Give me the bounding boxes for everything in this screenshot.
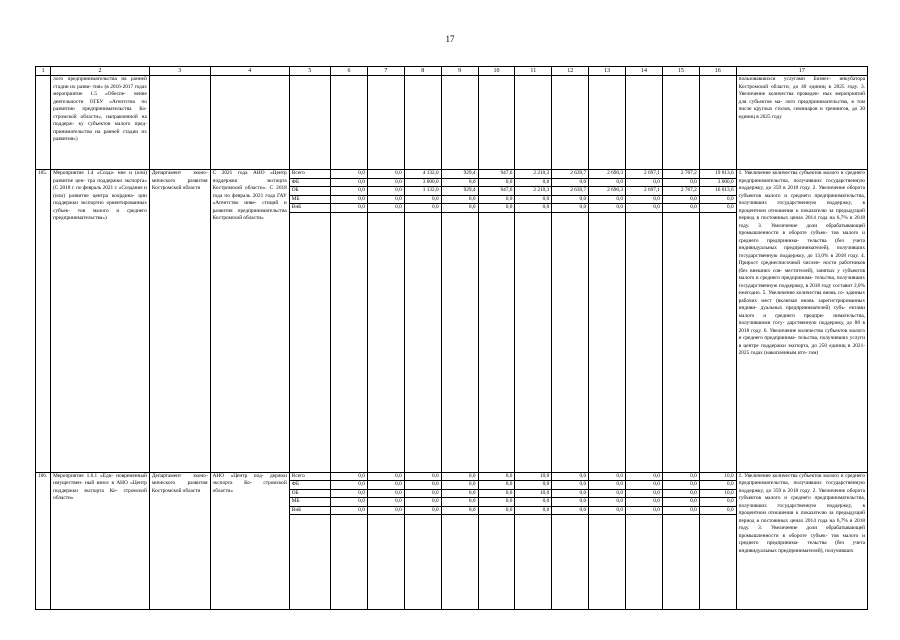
partner-cell: АНО «Центр под- держки экспорта Ко- стромской области» bbox=[210, 472, 289, 610]
funding-value-cell: 0,0 bbox=[441, 506, 478, 515]
funding-value-cell: 0,0 bbox=[515, 195, 552, 204]
funding-value-cell: 0,0 bbox=[367, 170, 404, 179]
measure-name-cell: Мероприятие 1.4 «Созда- ние и (или) развитие цен- тра поддержки экспорта» (С 2018 г. по февраль 2021 г. «Создание и (или) развитие центра координа- ции поддержки экспортно ориентированных субъек- тов малого и среднего предпринимательства») bbox=[51, 170, 150, 473]
cont-results-cell: пользовавшихся услугами Бизнес- инкубатора Костромской области, до 40 единиц в 2025 году. 3. Увеличение количества проведен- ных мероприятий для субъектов ма- лого предпринимательства, в том числе круглых столов, семинаров и тренингов, до 30 единиц в 2025 году bbox=[736, 76, 867, 170]
column-number-row bbox=[36, 67, 868, 76]
funding-value-cell: 0,0 bbox=[367, 498, 404, 507]
funding-value-cell: 0,0 bbox=[552, 481, 589, 490]
funding-value-cell: 0,0 bbox=[441, 481, 478, 490]
funding-value-cell: 0,0 bbox=[662, 506, 699, 515]
funding-value-cell: 0,0 bbox=[404, 481, 441, 490]
funding-value-cell: 0,0 bbox=[699, 498, 736, 507]
funding-value-cell: 0,0 bbox=[589, 204, 626, 213]
funding-value-cell: 2 210,3 bbox=[515, 170, 552, 179]
funding-value-cell: 0,0 bbox=[515, 481, 552, 490]
row-number-cell: 105. bbox=[36, 170, 51, 473]
funding-value-cell: 947,6 bbox=[478, 170, 515, 179]
funding-value-cell: 0,0 bbox=[589, 472, 626, 481]
funding-value-cell: 0,0 bbox=[626, 489, 663, 498]
funding-value-cell: 0,0 bbox=[626, 195, 663, 204]
funding-value-cell: 16 013,6 bbox=[699, 187, 736, 196]
funding-source-label: ОБ bbox=[289, 489, 330, 498]
funding-value-cell: 0,0 bbox=[478, 195, 515, 204]
funding-value-cell: 0,0 bbox=[589, 506, 626, 515]
funding-value-cell: 0,0 bbox=[699, 204, 736, 213]
funding-value-cell: 0,0 bbox=[367, 204, 404, 213]
funding-value-cell: 0,0 bbox=[331, 489, 368, 498]
funding-value-cell: 0,0 bbox=[367, 178, 404, 187]
funding-value-cell: 0,0 bbox=[515, 204, 552, 213]
funding-source-label: ФБ bbox=[289, 178, 330, 187]
funding-value-cell: 10,0 bbox=[515, 472, 552, 481]
funding-value-cell: 0,0 bbox=[626, 498, 663, 507]
funding-value-cell: 0,0 bbox=[367, 489, 404, 498]
funding-value-cell: 0,0 bbox=[367, 195, 404, 204]
funding-value-cell: 0,0 bbox=[441, 498, 478, 507]
cont-no-cell bbox=[36, 76, 51, 170]
funding-value-cell: 0,0 bbox=[441, 489, 478, 498]
cont-measure-cell: лого предпринимательства на ранней стадии их разви- тия» (в 2016-2017 годах мероприятие 1.5 «Обеспе- чение деятельности ОГБУ «Агентство по развитию предпринимательства Ко- стромской области», направленной на поддерж- ку субъектов малого пред- принимательства на ранней стадии их развития») bbox=[51, 76, 150, 170]
executor-cell: Департамент эконо- мического развития Костромской области bbox=[149, 472, 210, 610]
funding-value-cell: 0,0 bbox=[589, 498, 626, 507]
column-number-cell: 5 bbox=[289, 67, 330, 76]
funding-value-cell: 0,0 bbox=[626, 481, 663, 490]
funding-value-cell: 0,0 bbox=[404, 506, 441, 515]
partner-cell: С 2021 года АНО «Центр поддержки экспорта Костромской области». С 2018 года по февраль 2021 года ГАУ «Агентство инве- стиций и развития предпринимательства Костромской области» bbox=[210, 170, 289, 473]
funding-source-label: ФБ bbox=[289, 481, 330, 490]
funding-value-cell: 0,0 bbox=[441, 472, 478, 481]
funding-value-cell: 0,0 bbox=[699, 195, 736, 204]
funding-value-cell: 2 767,2 bbox=[662, 170, 699, 179]
column-number-cell: 16 bbox=[699, 67, 736, 76]
funding-value-cell: 0,0 bbox=[367, 187, 404, 196]
funding-value-cell: 2 690,3 bbox=[589, 170, 626, 179]
funding-value-cell: 0,0 bbox=[662, 178, 699, 187]
page-number: 17 bbox=[445, 34, 455, 44]
funding-value-cell: 929,4 bbox=[441, 187, 478, 196]
column-number-cell: 13 bbox=[589, 67, 626, 76]
funding-value-cell: 0,0 bbox=[662, 204, 699, 213]
funding-value-cell: 0,0 bbox=[478, 178, 515, 187]
funding-value-cell: 0,0 bbox=[515, 498, 552, 507]
funding-value-cell: 0,0 bbox=[626, 204, 663, 213]
column-number-cell: 15 bbox=[662, 67, 699, 76]
funding-value-cell: 0,0 bbox=[552, 472, 589, 481]
funding-value-cell: 0,0 bbox=[626, 178, 663, 187]
funding-value-cell: 0,0 bbox=[552, 178, 589, 187]
column-number-cell: 6 bbox=[331, 67, 368, 76]
funding-value-cell: 4 132,0 bbox=[404, 170, 441, 179]
funding-value-cell: 0,0 bbox=[552, 204, 589, 213]
funding-value-cell: 0,0 bbox=[552, 489, 589, 498]
column-number-cell: 11 bbox=[515, 67, 552, 76]
funding-value-cell: 0,0 bbox=[626, 472, 663, 481]
expected-results-cell: 1. Увеличение количества субъектов малого и среднего предпринимательства, получивших государственную поддержку, до 359 в 2018 году. 2. Увеличение оборота субъектов малого и среднего предпринимательства, получивших государственную поддержку, в процентном отношении к показателю за предыдущий период в постоянных ценах 2014 года на 6,7% в 2018 году. 3. Увеличение доли обрабатывающей промышленности в обороте субъек- тов малого и среднего предпринима- тельства (без учета индивидуальных предпринимателей), получивших государственную поддержку, до 13,0% в 2018 году. 4. Прирост среднесписочной числен- ности работников (без внешних сов- местителей), занятых у субъектов малого и среднего предпринима- тельства, получивших государственную поддержку, в 2018 году составит 2,0% ежегодно. 5. Увеличение количества вновь со- зданных рабочих мест (включая вновь зарегистрированных индиви- дуальных предпринимателей) субъ- ектами малого и среднего предпри- нимательства, получившими госу- дарственную поддержку, до 88 в 2018 году. 6. Увеличение количества субъектов малого и среднего предпринима- тельства, получивших услуги в центре поддержки экспорта, до 250 единиц в 2021-2025 годах (накопленным ито- гом) bbox=[736, 170, 867, 473]
funding-value-cell: 0,0 bbox=[441, 195, 478, 204]
funding-value-cell: 10,0 bbox=[515, 489, 552, 498]
cont-partner-cell bbox=[210, 76, 289, 170]
funding-source-label: ОБ bbox=[289, 187, 330, 196]
funding-source-label: МБ bbox=[289, 498, 330, 507]
column-number-cell: 14 bbox=[626, 67, 663, 76]
funding-value-cell: 0,0 bbox=[404, 472, 441, 481]
funding-value-cell: 0,0 bbox=[441, 204, 478, 213]
funding-value-cell: 19 013,6 bbox=[699, 170, 736, 179]
funding-source-label: ВнБ bbox=[289, 506, 330, 515]
funding-value-cell: 929,4 bbox=[441, 170, 478, 179]
funding-value-cell: 0,0 bbox=[331, 170, 368, 179]
measure-name-cell: Мероприятие 1.6.1 «Еди- новременный имуществен- ный взнос в АНО «Центр поддержки экспорта Ко- стромской области» bbox=[51, 472, 150, 610]
funding-value-cell: 0,0 bbox=[478, 498, 515, 507]
funding-value-cell: 0,0 bbox=[331, 204, 368, 213]
funding-value-cell: 947,6 bbox=[478, 187, 515, 196]
funding-value-cell: 0,0 bbox=[404, 204, 441, 213]
funding-value-cell: 2 639,7 bbox=[552, 187, 589, 196]
funding-value-cell: 0,0 bbox=[367, 506, 404, 515]
funding-source-label: ВнБ bbox=[289, 204, 330, 213]
expected-results-cell: 1. Увеличение количества субъектов малого и среднего предпринимательства, получивших государственную поддержку, до 359 в 2018 году. 2. Увеличение оборота субъектов малого и среднего предпринимательства, получивших государственную поддержку, в процентном отношении к показателю за предыдущий период в постоянных ценах 2014 года на 6,7% в 2018 году. 3. Увеличение доли обрабатывающей промышленности в обороте субъек- тов малого и среднего предпринима- тельства (без учета индивидуальных предпринимателей), получивших bbox=[736, 472, 867, 610]
funding-value-cell: 2 697,1 bbox=[626, 170, 663, 179]
funding-value-cell: 0,0 bbox=[404, 489, 441, 498]
funding-value-cell: 0,0 bbox=[699, 481, 736, 490]
column-number-cell: 9 bbox=[441, 67, 478, 76]
funding-source-label: Всего bbox=[289, 170, 330, 179]
cont-executor-cell bbox=[149, 76, 210, 170]
column-number-cell: 10 bbox=[478, 67, 515, 76]
funding-value-cell: 2 210,3 bbox=[515, 187, 552, 196]
funding-value-cell: 1 132,0 bbox=[404, 187, 441, 196]
funding-value-cell: 0,0 bbox=[367, 472, 404, 481]
funding-value-cell: 0,0 bbox=[662, 195, 699, 204]
funding-value-cell: 0,0 bbox=[331, 498, 368, 507]
funding-value-cell: 0,0 bbox=[367, 481, 404, 490]
funding-value-cell: 0,0 bbox=[331, 506, 368, 515]
funding-value-cell: 0,0 bbox=[626, 506, 663, 515]
table-body bbox=[36, 67, 868, 610]
column-number-cell: 17 bbox=[736, 67, 867, 76]
source-row bbox=[36, 170, 868, 179]
funding-value-cell: 0,0 bbox=[552, 195, 589, 204]
column-number-cell: 7 bbox=[367, 67, 404, 76]
funding-value-cell: 0,0 bbox=[331, 481, 368, 490]
funding-value-cell: 0,0 bbox=[404, 498, 441, 507]
funding-value-cell: 0,0 bbox=[552, 498, 589, 507]
funding-value-cell: 0,0 bbox=[331, 178, 368, 187]
funding-value-cell: 0,0 bbox=[589, 195, 626, 204]
funding-value-cell: 2 767,2 bbox=[662, 187, 699, 196]
funding-value-cell: 0,0 bbox=[478, 506, 515, 515]
funding-value-cell: 0,0 bbox=[331, 472, 368, 481]
funding-source-label: Всего bbox=[289, 472, 330, 481]
funding-value-cell: 0,0 bbox=[331, 195, 368, 204]
funding-value-cell: 0,0 bbox=[441, 178, 478, 187]
funding-value-cell: 0,0 bbox=[404, 195, 441, 204]
funding-value-cell: 0,0 bbox=[589, 481, 626, 490]
funding-value-cell: 0,0 bbox=[662, 489, 699, 498]
funding-value-cell: 0,0 bbox=[662, 498, 699, 507]
continuation-row bbox=[36, 76, 868, 170]
funding-value-cell: 3 000,0 bbox=[404, 178, 441, 187]
funding-value-cell: 0,0 bbox=[478, 472, 515, 481]
funding-value-cell: 2 697,1 bbox=[626, 187, 663, 196]
funding-value-cell: 0,0 bbox=[662, 472, 699, 481]
funding-source-label: МБ bbox=[289, 195, 330, 204]
funding-value-cell: 0,0 bbox=[552, 506, 589, 515]
program-measures-table bbox=[35, 66, 868, 610]
funding-value-cell: 0,0 bbox=[589, 178, 626, 187]
cont-source-cell bbox=[289, 76, 330, 170]
executor-cell: Департамент эконо- мического развития Костромской области bbox=[149, 170, 210, 473]
funding-value-cell: 0,0 bbox=[589, 489, 626, 498]
funding-value-cell: 0,0 bbox=[699, 506, 736, 515]
source-row bbox=[36, 472, 868, 481]
column-number-cell: 1 bbox=[36, 67, 51, 76]
column-number-cell: 2 bbox=[51, 67, 150, 76]
column-number-cell: 4 bbox=[210, 67, 289, 76]
funding-value-cell: 2 690,3 bbox=[589, 187, 626, 196]
funding-value-cell: 0,0 bbox=[478, 481, 515, 490]
funding-value-cell: 0,0 bbox=[478, 204, 515, 213]
funding-value-cell: 0,0 bbox=[331, 187, 368, 196]
funding-value-cell: 0,0 bbox=[478, 489, 515, 498]
column-number-cell: 8 bbox=[404, 67, 441, 76]
funding-value-cell: 3 000,0 bbox=[699, 178, 736, 187]
funding-value-cell: 10,0 bbox=[699, 489, 736, 498]
funding-value-cell: 0,0 bbox=[515, 178, 552, 187]
row-number-cell: 106. bbox=[36, 472, 51, 610]
funding-value-cell: 0,0 bbox=[515, 506, 552, 515]
funding-value-cell: 0,0 bbox=[662, 481, 699, 490]
funding-value-cell: 2 639,7 bbox=[552, 170, 589, 179]
column-number-cell: 3 bbox=[149, 67, 210, 76]
funding-value-cell: 10,0 bbox=[699, 472, 736, 481]
column-number-cell: 12 bbox=[552, 67, 589, 76]
